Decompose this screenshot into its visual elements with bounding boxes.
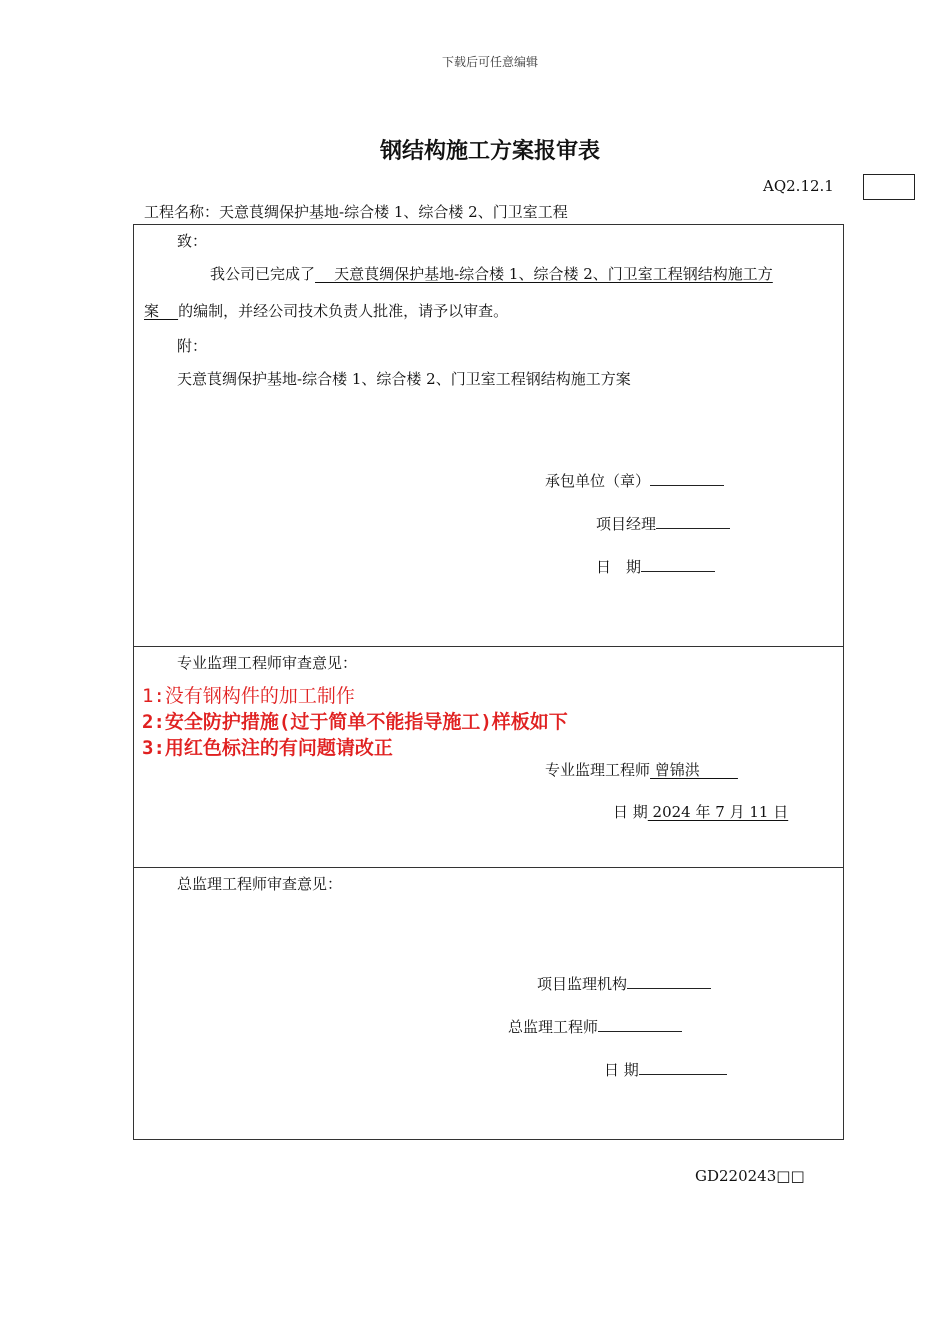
review-comment-3: 3:用红色标注的有问题请改正 [142,737,393,759]
org-sign-line [537,973,711,994]
date-blank [641,557,715,572]
review-date-value: 2024 年 7 月 11 日 [647,803,789,821]
chief-date-label: 日 期 [604,1061,639,1079]
submission-section [133,224,844,647]
review-date-label: 日 期 [613,803,648,821]
org-blank [627,974,711,989]
code-box [863,174,915,200]
scheme-name-tail: 案 [144,302,179,320]
review-comment-2: 2:安全防护措施(过于简单不能指导施工)样板如下 [142,711,568,733]
engineer-name: 曾锦洪 [650,761,738,779]
chief-label: 总监理工程师 [508,1018,599,1036]
chief-date-blank [639,1060,727,1075]
statement-line-2 [144,300,508,321]
statement-suffix: 的编制，并经公司技术负责人批准，请予以审查。 [178,302,509,320]
review-comment-1: 1:没有钢构件的加工制作 [142,685,355,707]
org-label: 项目监理机构 [537,975,628,993]
form-code: AQ2.12.1 [763,177,834,195]
scheme-name-underlined: 天意茛绸保护基地-综合楼 1、综合楼 2、门卫室工程钢结构施工方 [315,265,773,283]
review-date-line [613,801,788,822]
chief-blank [598,1017,682,1032]
pm-label: 项目经理 [596,515,657,533]
header-note: 下载后可任意编辑 [441,55,538,69]
engineer-label: 专业监理工程师 [545,761,651,779]
contractor-label: 承包单位（章） [545,472,651,490]
contractor-sign-line [545,470,724,491]
footer-code: GD220243□□ [695,1167,805,1185]
date-sign-line [596,556,715,577]
statement-prefix: 我公司已完成了 [210,265,316,283]
chief-review-heading: 总监理工程师审查意见： [177,875,343,893]
project-name: 工程名称：天意茛绸保护基地-综合楼 1、综合楼 2、门卫室工程 [144,203,568,221]
to-label: 致： [177,232,208,250]
contractor-blank [650,471,724,486]
chief-date-line [604,1059,727,1080]
attachment-item: 天意茛绸保护基地-综合楼 1、综合楼 2、门卫室工程钢结构施工方案 [177,370,631,388]
statement-line-1 [210,263,773,284]
engineer-review-section [133,646,844,868]
attachment-label: 附： [177,337,208,355]
pm-blank [656,514,730,529]
engineer-sign-line [545,759,738,780]
pm-sign-line [596,513,730,534]
page-title: 钢结构施工方案报审表 [379,139,600,164]
engineer-review-heading: 专业监理工程师审查意见： [177,654,358,672]
chief-sign-line [508,1016,682,1037]
date-label: 日 期 [596,558,642,576]
chief-review-section [133,867,844,1140]
